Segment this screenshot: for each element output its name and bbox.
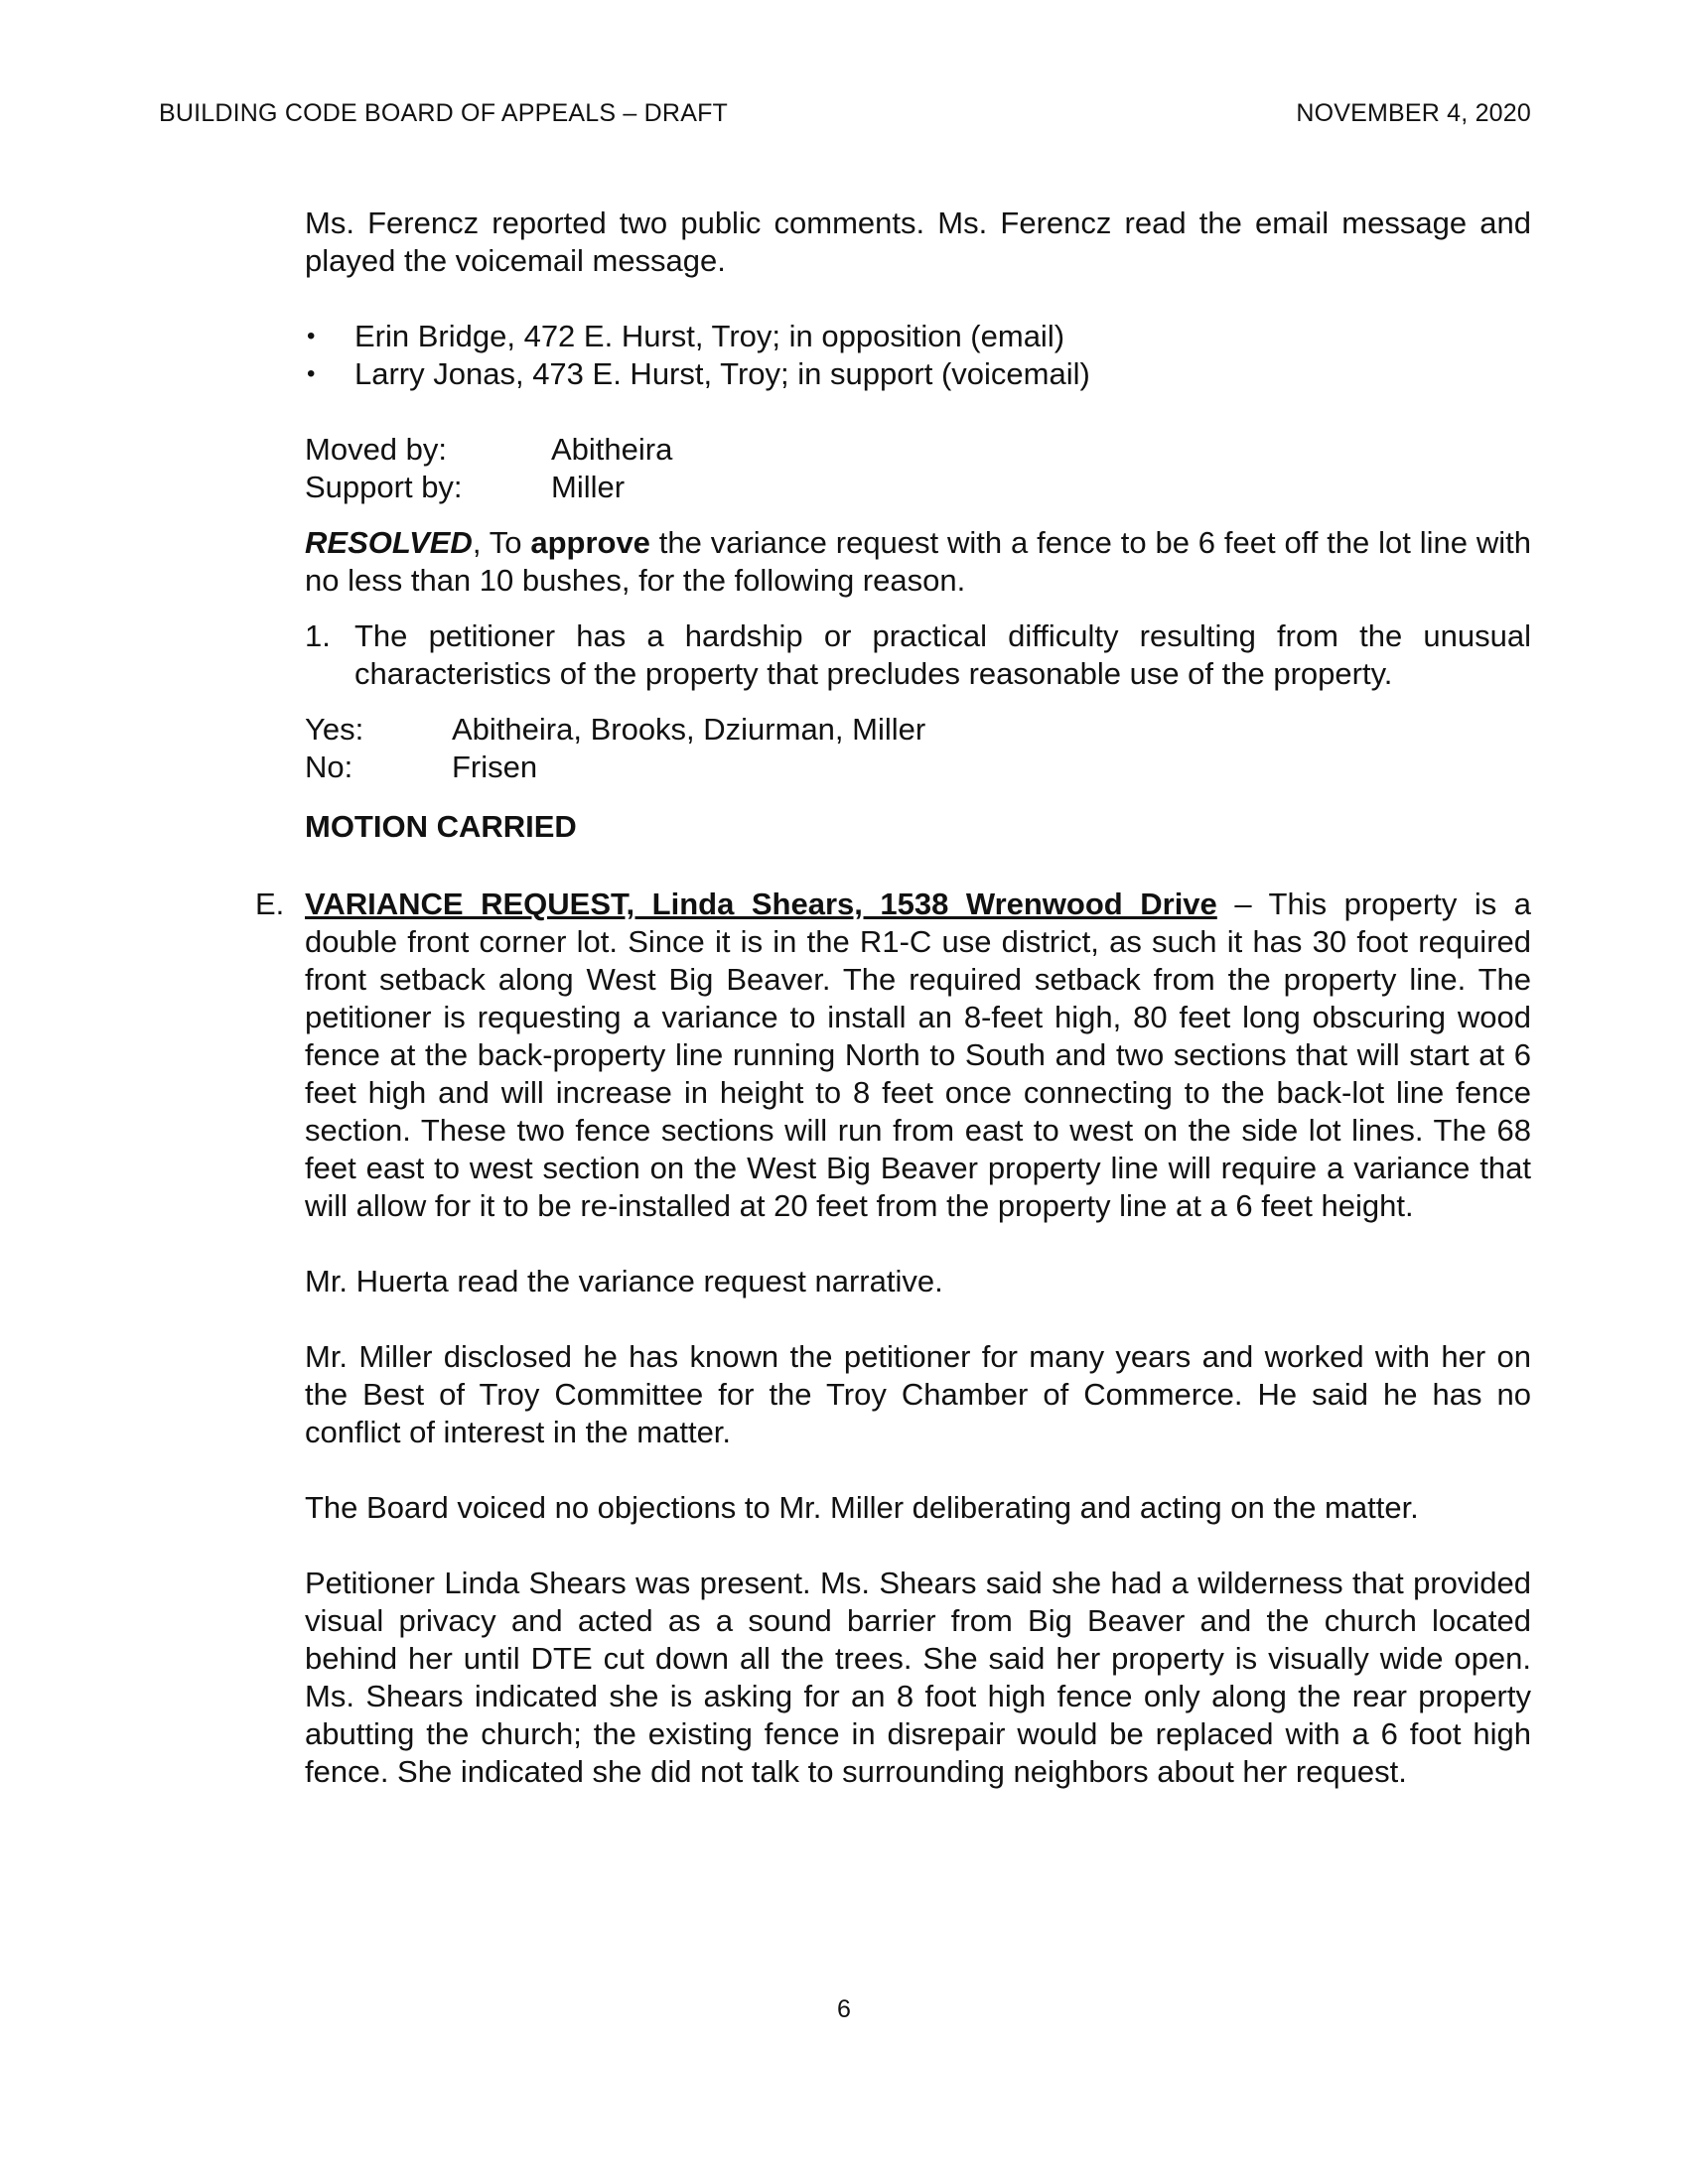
list-item xyxy=(305,318,1531,355)
support-by-label: Support by: xyxy=(305,470,463,504)
section-title: VARIANCE REQUEST, Linda Shears, 1538 Wrenwood Drive xyxy=(305,887,1217,921)
reason-number: 1. xyxy=(305,618,331,653)
section-letter: E. xyxy=(255,887,285,921)
reason-text: The petitioner has a hardship or practical difficulty resulting from the unusual characteristics of the property that precludes reasonable use of the property. xyxy=(354,618,1531,691)
narrative-paragraph: Mr. Huerta read the variance request narrative. xyxy=(305,1264,943,1298)
yes-label: Yes: xyxy=(305,712,364,747)
meeting-date: NOVEMBER 4, 2020 xyxy=(1296,99,1531,127)
moved-by-label: Moved by: xyxy=(305,432,448,467)
support-by-row xyxy=(305,469,1531,506)
bullet-icon: • xyxy=(307,323,316,349)
yes-votes: Abitheira, Brooks, Dziurman, Miller xyxy=(452,712,926,747)
moved-by-value: Abitheira xyxy=(551,432,673,467)
yes-votes-row xyxy=(305,711,1531,749)
resolution-text: the variance request with a fence to be 6 feet off the lot line with no less than 10 bushes, for the following reason. xyxy=(305,525,1531,598)
section-e-description xyxy=(305,886,1531,1225)
page-number: 6 xyxy=(837,1995,851,2023)
resolved-connector: , To xyxy=(472,525,531,560)
no-votes-row xyxy=(305,749,1531,786)
motion-result: MOTION CARRIED xyxy=(305,809,577,844)
page-header xyxy=(159,99,1531,128)
vote-tally xyxy=(305,711,1531,786)
no-votes: Frisen xyxy=(452,750,538,784)
reasons-list xyxy=(305,617,1531,693)
motion-movers xyxy=(305,431,1531,506)
disclosure-paragraph: Mr. Miller disclosed he has known the petitioner for many years and worked with her on the Best of Troy Committee for the Troy Chamber of Commerce. He said he has no conflict of interest in the matter. xyxy=(305,1339,1531,1449)
list-item xyxy=(305,617,1531,693)
bullet-icon: • xyxy=(307,360,316,387)
approve-keyword: approve xyxy=(530,525,650,560)
public-comments-paragraph: Ms. Ferencz reported two public comments. Ms. Ferencz read the email message and played the voicemail message. xyxy=(305,205,1531,278)
resolution-paragraph xyxy=(305,524,1531,600)
section-description-text: – This property is a double front corner lot. Since it is in the R1-C use district, as such it has 30 foot required front setback along West Big Beaver. The required setback from the property line. The petitioner is requesting a variance to install an 8-feet high, 80 feet long obscuring wood fence at the back-property line running North to South and two sections that will start at 6 feet high and will increase in height to 8 feet once connecting to the back-lot line fence section. These two fence sections will run from east to west on the side lot lines. The 68 feet east to west section on the West Big Beaver property line will require a variance that will allow for it to be re-installed at 20 feet from the property line at a 6 feet height. xyxy=(305,887,1531,1223)
list-item xyxy=(305,355,1531,393)
petitioner-paragraph: Petitioner Linda Shears was present. Ms. Shears said she had a wilderness that provided visual privacy and acted as a sound barrier from Big Beaver and the church located behind her until DTE cut down all the trees. She said her property is visually wide open. Ms. Shears indicated she is asking for an 8 foot high fence only along the rear property abutting the church; the existing fence in disrepair would be replaced with a 6 foot high fence. She indicated she did not talk to surrounding neighbors about her request. xyxy=(305,1566,1531,1789)
document-body xyxy=(255,205,1531,1791)
support-by-value: Miller xyxy=(551,470,626,504)
comment-entry: Larry Jonas, 473 E. Hurst, Troy; in support (voicemail) xyxy=(354,356,1090,391)
no-label: No: xyxy=(305,750,353,784)
moved-by-row xyxy=(305,431,1531,469)
section-e xyxy=(255,886,1531,1225)
public-comments-list xyxy=(305,318,1531,393)
board-objection-paragraph: The Board voiced no objections to Mr. Miller deliberating and acting on the matter. xyxy=(305,1490,1419,1525)
document-title: BUILDING CODE BOARD OF APPEALS – DRAFT xyxy=(159,99,729,127)
resolved-keyword: RESOLVED xyxy=(305,525,473,560)
comment-entry: Erin Bridge, 472 E. Hurst, Troy; in opposition (email) xyxy=(354,319,1065,353)
